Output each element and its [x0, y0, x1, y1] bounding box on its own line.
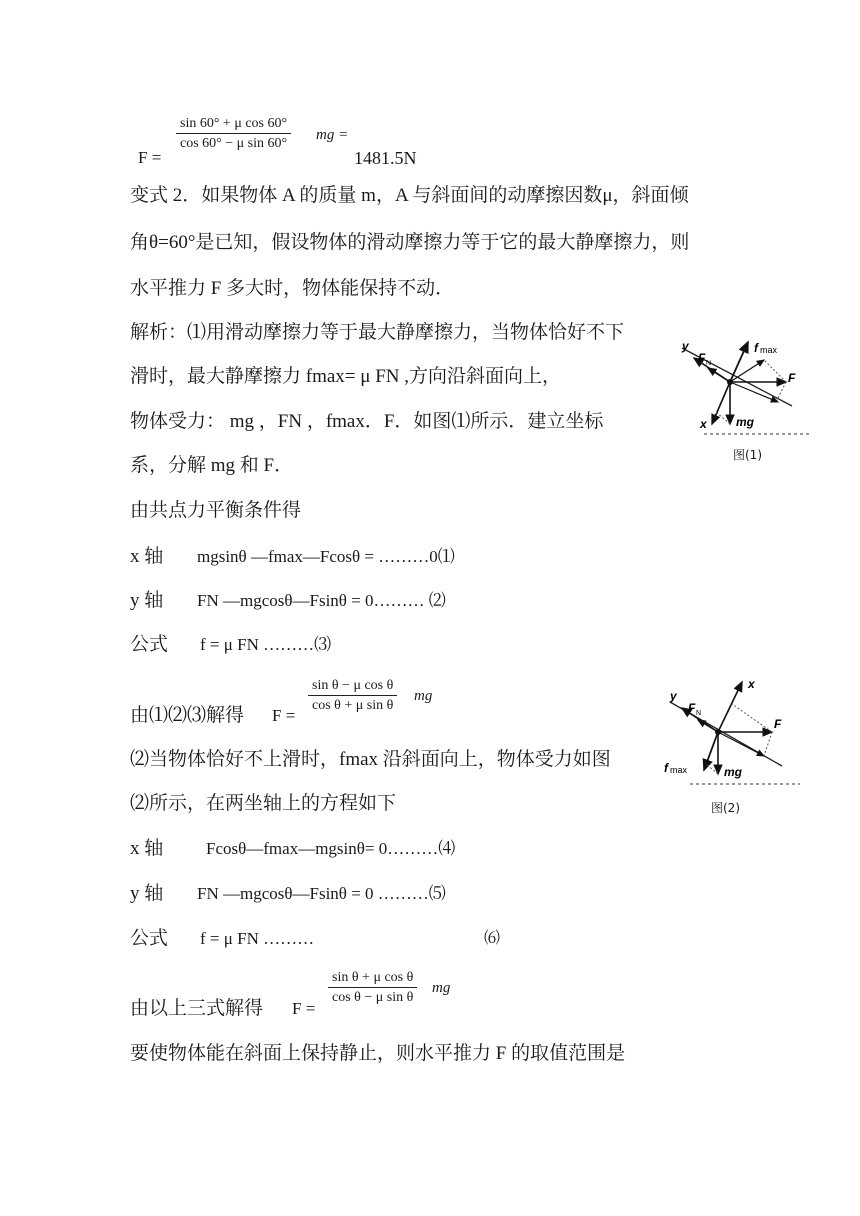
- force-diagram-1-svg: [668, 320, 818, 460]
- f-label: F: [788, 371, 796, 385]
- bianshi-line-2: 角θ=60°是已知，假设物体的滑动摩擦力等于它的最大静摩擦力，则: [130, 232, 690, 253]
- mg-label-2: mg: [724, 765, 742, 779]
- formula3-numerator: sin θ + μ cos θ: [332, 970, 414, 985]
- y-label-2: y: [670, 689, 677, 703]
- bianshi-line-1: 变式 2．如果物体 A 的质量 m，A 与斜面间的动摩擦因数μ，斜面倾: [130, 185, 689, 206]
- f-label-2: F: [774, 717, 782, 731]
- formula1-numerator: sin 60° + μ cos 60°: [180, 116, 288, 131]
- bianshi-line-3: 水平推力 F 多大时，物体能保持不动．: [130, 278, 455, 299]
- solve2-label: 由以上三式解得: [130, 998, 264, 1019]
- formula2-numerator: sin θ − μ cos θ: [312, 678, 394, 693]
- fmax-sub-label-2: max: [670, 765, 688, 775]
- formula2-fraction: [308, 678, 397, 713]
- formula3-fraction: [328, 970, 417, 1005]
- last-line: 要使物体能在斜面上保持静止，则水平推力 F 的取值范围是: [130, 1043, 626, 1064]
- fmax-label-2: f: [664, 761, 668, 775]
- formula2-denominator: cos θ + μ sin θ: [308, 695, 397, 713]
- eq3-label: 公式: [130, 634, 169, 655]
- figure2-caption: 图(2): [711, 801, 740, 815]
- eq4-label: x 轴: [130, 838, 164, 859]
- eq2: FN —mgcosθ—Fsinθ = 0……… ⑵: [197, 591, 446, 610]
- formula1-lhs: F =: [138, 148, 162, 167]
- formula1-result: 1481.5N: [354, 148, 417, 168]
- mg-label: mg: [736, 415, 754, 429]
- x-label: x: [700, 417, 707, 431]
- x-axis-arrow: [712, 382, 730, 424]
- jiexi-line-4: 系，分解 mg 和 F．: [130, 455, 294, 476]
- force-diagram-2-svg: [660, 674, 810, 798]
- eq6-number: ⑹: [484, 930, 501, 947]
- y-label: y: [682, 339, 689, 353]
- eq5: FN —mgcosθ—Fsinθ = 0 ………⑸: [197, 884, 446, 903]
- fn-arrow: [708, 368, 730, 382]
- formula2-suffix: mg: [414, 688, 433, 704]
- formula3-denominator: cos θ − μ sin θ: [328, 987, 417, 1005]
- formula1-suffix: mg =: [316, 127, 349, 143]
- force-diagram-1: [668, 320, 818, 460]
- solve1-lhs: F =: [272, 706, 296, 725]
- eq6-label: 公式: [130, 928, 169, 949]
- jiexi-line-2: 滑时，最大静摩擦力 fmax= μ FN ,方向沿斜面向上，: [130, 366, 561, 387]
- case2-line-1: ⑵当物体恰好不上滑时，fmax 沿斜面向上，物体受力如图: [130, 749, 611, 770]
- eq1-label: x 轴: [130, 546, 164, 567]
- formula1-denominator: cos 60° − μ sin 60°: [176, 133, 291, 151]
- eq3: f = μ FN ………⑶: [200, 635, 332, 654]
- fn-label-2: F: [688, 701, 696, 715]
- formula3-suffix: mg: [432, 980, 451, 996]
- gongdian-line: 由共点力平衡条件得: [130, 500, 302, 521]
- case2-line-2: ⑵所示，在两坐轴上的方程如下: [130, 793, 397, 814]
- fn-label: F: [698, 351, 706, 365]
- force-diagram-2: [660, 674, 810, 798]
- solve1-label: 由⑴⑵⑶解得: [130, 705, 245, 726]
- fmax-label: f: [754, 341, 758, 355]
- eq4: Fcosθ—fmax—mgsinθ= 0………⑷: [206, 839, 456, 858]
- eq5-label: y 轴: [130, 883, 164, 904]
- x-label-2: x: [748, 677, 755, 691]
- jiexi-line-1: 解析：⑴用滑动摩擦力等于最大静摩擦力，当物体恰好不下: [130, 322, 625, 343]
- eq1: mgsinθ —fmax—Fcosθ = ………0⑴: [197, 547, 455, 566]
- formula1-fraction: [176, 116, 291, 151]
- eq6: f = μ FN ………: [200, 929, 315, 948]
- jiexi-line-3: 物体受力： mg ，FN ，fmax．F．如图⑴所示．建立坐标: [130, 411, 604, 432]
- figure1-caption: 图(1): [733, 448, 762, 462]
- solve2-lhs: F =: [292, 999, 316, 1018]
- fmax-sub-label: max: [760, 345, 778, 355]
- fn-sub-label: N: [706, 360, 712, 367]
- fn-sub-label-2: N: [696, 710, 702, 717]
- eq2-label: y 轴: [130, 590, 164, 611]
